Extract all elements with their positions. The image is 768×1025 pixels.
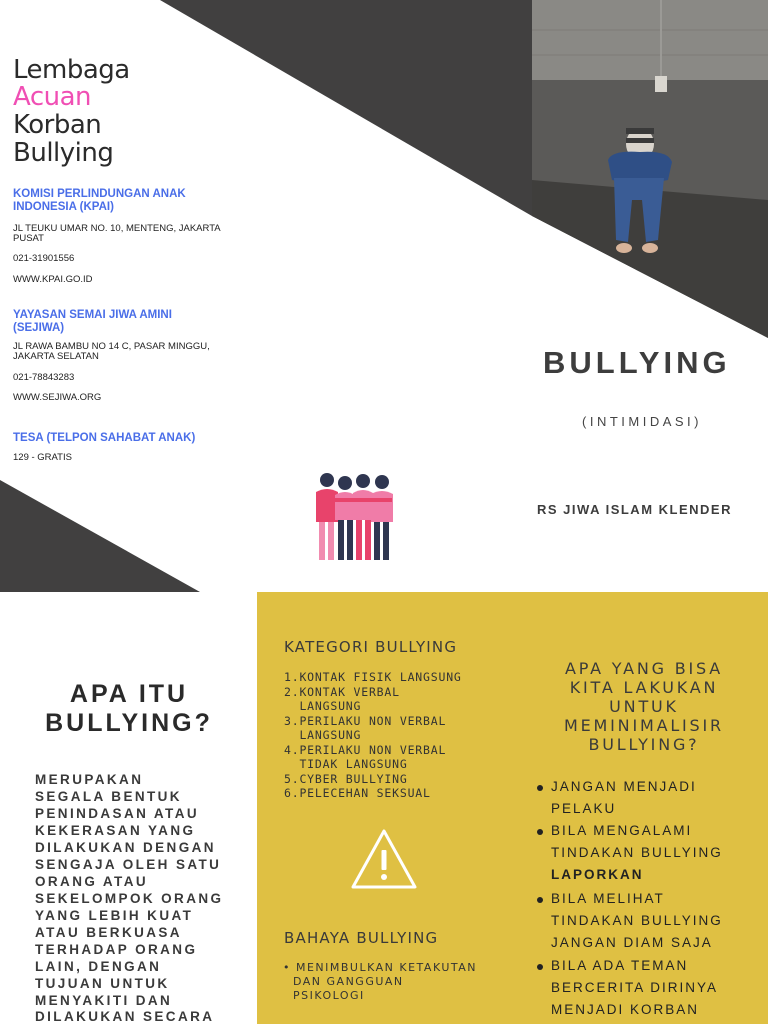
category-line: 3.PERILAKU NON VERBAL xyxy=(284,714,447,728)
tip-line: BILA ADA TEMAN xyxy=(551,958,689,973)
tip-line: JANGAN MENJADI xyxy=(551,779,697,794)
sad-person-photo xyxy=(532,0,768,338)
tip-line-bold: LAPORKAN xyxy=(551,867,644,882)
desc-line: MENYAKITI DAN xyxy=(35,993,173,1008)
org-info: 129 - GRATIS xyxy=(13,452,72,463)
what-is-title-2: BULLYING? xyxy=(45,709,213,737)
bullet-icon xyxy=(537,829,543,835)
desc-line: YANG LEBIH KUAT xyxy=(35,908,194,923)
desc-line: TERHADAP ORANG xyxy=(35,942,198,957)
org-address: JAKARTA SELATAN xyxy=(13,351,99,362)
tip-line: MENJADI KORBAN xyxy=(551,1002,700,1017)
desc-line: ORANG ATAU xyxy=(35,874,148,889)
desc-line: MERUPAKAN xyxy=(35,772,144,787)
title-line-2: Acuan xyxy=(13,82,92,112)
desc-line: DILAKUKAN SECARA xyxy=(35,1009,215,1024)
org-website[interactable]: WWW.SEJIWA.ORG xyxy=(13,392,102,403)
category-line: LANGSUNG xyxy=(284,728,362,742)
desc-line: SEGALA BENTUK xyxy=(35,789,182,804)
org-name: YAYASAN SEMAI JIWA AMINI xyxy=(13,309,172,321)
mustard-panel xyxy=(257,592,768,1024)
tip-line: BILA MELIHAT xyxy=(551,891,665,906)
org-address: PUSAT xyxy=(13,233,44,244)
what-is-title-1: APA ITU xyxy=(69,680,189,708)
bullet-icon xyxy=(537,785,543,791)
category-line: 1.KONTAK FISIK LANGSUNG xyxy=(284,670,462,684)
org-address: JL RAWA BAMBU NO 14 C, PASAR MINGGU, xyxy=(13,341,210,352)
desc-line: DILAKUKAN DENGAN xyxy=(35,840,216,855)
org-name: (SEJIWA) xyxy=(13,322,65,334)
tip-line: BILA MENGALAMI xyxy=(551,823,693,838)
actions-title-line: APA YANG BISA xyxy=(564,659,724,678)
tip-line: TINDAKAN BULLYING xyxy=(551,913,723,928)
title-line-3: Korban xyxy=(13,110,102,140)
desc-line: TUJUAN UNTUK xyxy=(35,976,170,991)
actions-title-line: BULLYING? xyxy=(588,735,700,754)
top-dark-diagonal xyxy=(160,0,532,216)
org-phone: 021-31901556 xyxy=(13,253,75,264)
desc-line: PENINDASAN ATAU xyxy=(35,806,199,821)
friends-group-illustration xyxy=(310,470,402,570)
org-website[interactable]: WWW.KPAI.GO.ID xyxy=(13,274,93,285)
categories-title: KATEGORI BULLYING xyxy=(284,638,458,656)
category-line: TIDAK LANGSUNG xyxy=(284,757,408,771)
category-line: 5.CYBER BULLYING xyxy=(284,772,408,786)
danger-line: DAN GANGGUAN xyxy=(283,975,404,988)
actions-title-line: KITA LAKUKAN xyxy=(569,678,719,697)
org-phone: 021-78843283 xyxy=(13,372,75,383)
danger-line: • MENIMBULKAN KETAKUTAN xyxy=(283,961,478,974)
title-line-4: Bullying xyxy=(13,138,114,168)
bullet-icon xyxy=(537,897,543,903)
category-line: LANGSUNG xyxy=(284,699,362,713)
tip-line: JANGAN DIAM SAJA xyxy=(551,935,713,950)
tip-line: PELAKU xyxy=(551,801,617,816)
desc-line: LAIN, DENGAN xyxy=(35,959,162,974)
desc-line: ATAU BERKUASA xyxy=(35,925,182,940)
category-line: 6.PELECEHAN SEKSUAL xyxy=(284,786,431,800)
desc-line: SENGAJA OLEH SATU xyxy=(35,857,222,872)
org-address: JL TEUKU UMAR NO. 10, MENTENG, JAKARTA xyxy=(13,223,221,234)
org-name: INDONESIA (KPAI) xyxy=(13,201,114,213)
org-name: KOMISI PERLINDUNGAN ANAK xyxy=(13,188,186,200)
warning-triangle-icon xyxy=(350,828,418,890)
tip-line: TINDAKAN BULLYING xyxy=(551,845,723,860)
left-dark-triangle xyxy=(0,480,200,592)
title-line-1: Lembaga xyxy=(13,55,130,85)
cover-title: BULLYING xyxy=(543,345,731,380)
desc-line: SEKELOMPOK ORANG xyxy=(35,891,224,906)
cover-subtitle: (INTIMIDASI) xyxy=(582,414,702,429)
desc-line: KEKERASAN YANG xyxy=(35,823,196,838)
category-line: 4.PERILAKU NON VERBAL xyxy=(284,743,447,757)
cover-organization: RS JIWA ISLAM KLENDER xyxy=(537,502,732,517)
tip-line: BERCERITA DIRINYA xyxy=(551,980,719,995)
actions-title-line: MEMINIMALISIR xyxy=(564,716,724,735)
actions-title-line: UNTUK xyxy=(609,697,679,716)
danger-line: PSIKOLOGI xyxy=(283,989,365,1002)
org-name: TESA (TELPON SAHABAT ANAK) xyxy=(13,432,196,444)
dangers-title: BAHAYA BULLYING xyxy=(284,929,439,947)
bullet-icon xyxy=(537,964,543,970)
category-line: 2.KONTAK VERBAL xyxy=(284,685,400,699)
